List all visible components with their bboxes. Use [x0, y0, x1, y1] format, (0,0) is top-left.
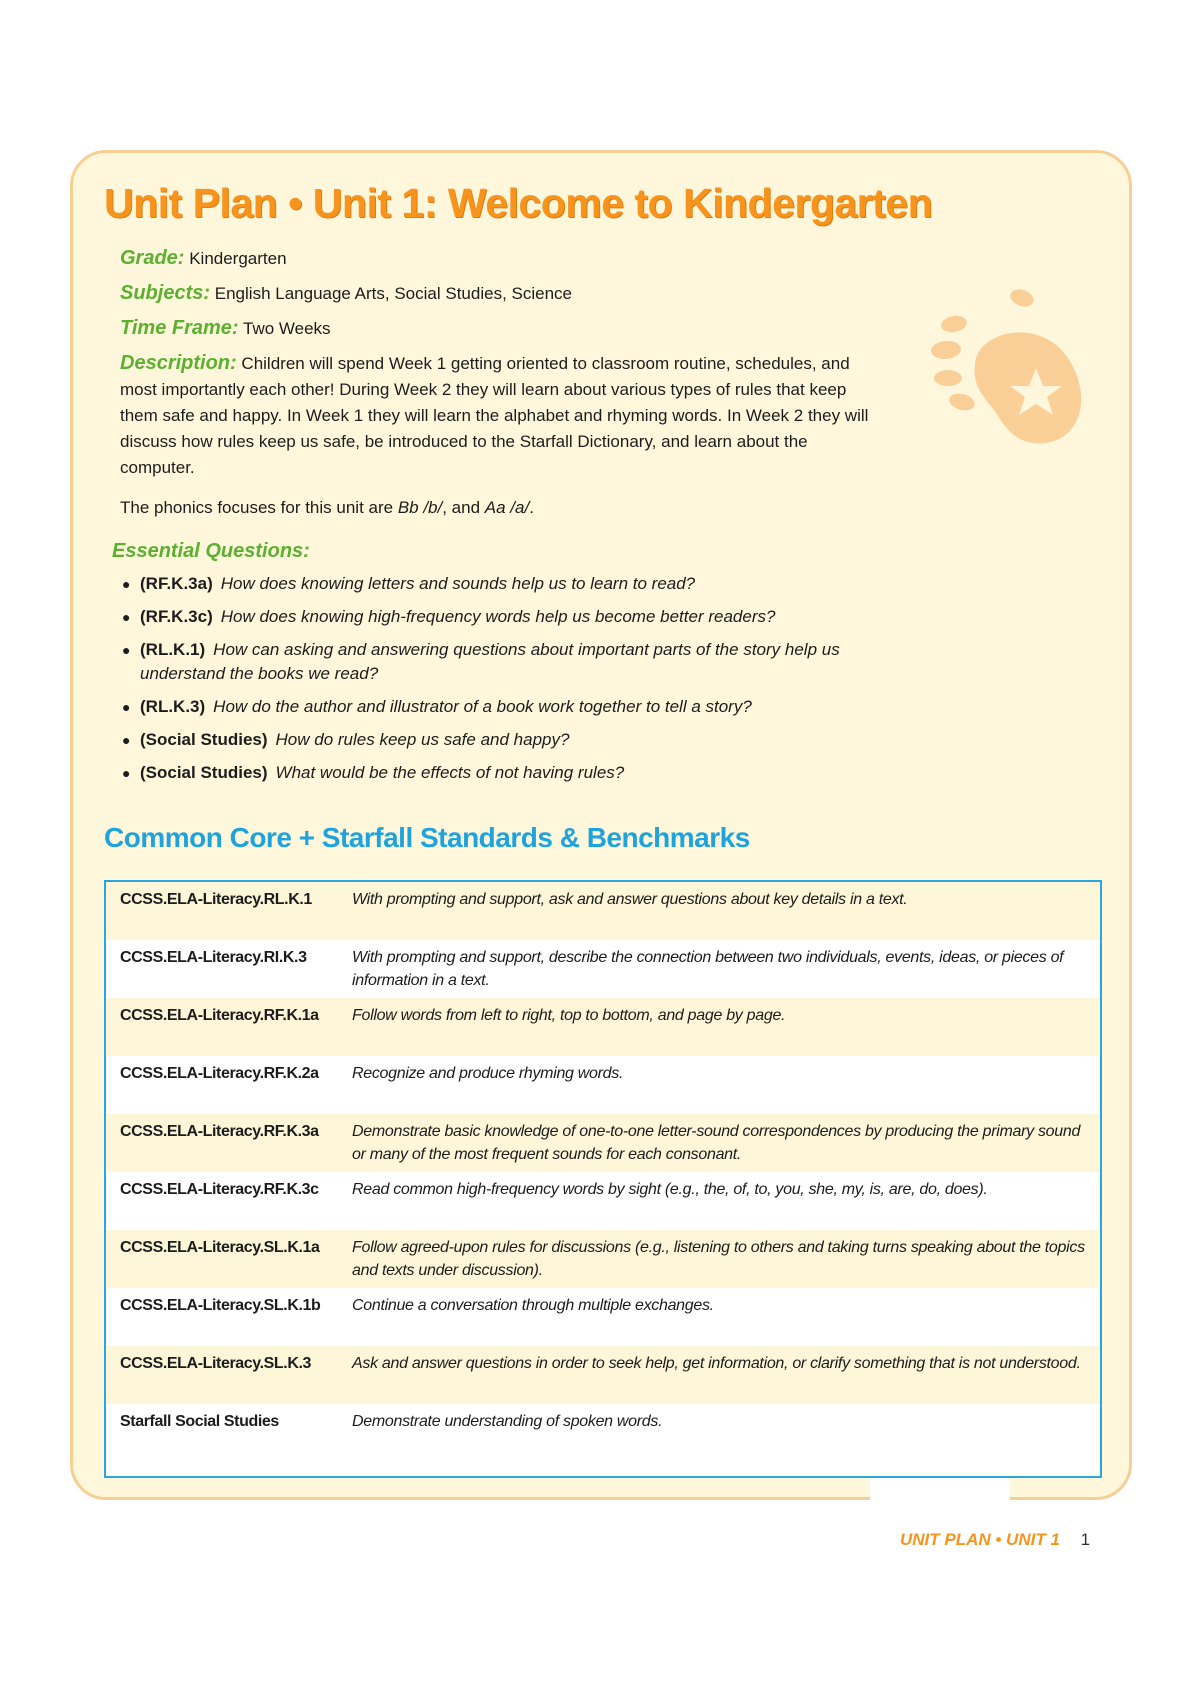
- phonics-prefix: The phonics focuses for this unit are: [120, 498, 398, 517]
- list-item: ● (Social Studies) How do rules keep us safe and happy?: [122, 730, 570, 749]
- standard-code: CCSS.ELA-Literacy.SL.K.1a: [120, 1239, 320, 1256]
- table-row: [106, 998, 1100, 1056]
- eq-code: (RL.K.3): [140, 697, 206, 716]
- description-label: Description:: [120, 352, 237, 374]
- standard-code: Starfall Social Studies: [120, 1413, 279, 1430]
- standard-code: CCSS.ELA-Literacy.RL.K.1: [120, 891, 312, 908]
- standard-code: CCSS.ELA-Literacy.RF.K.1a: [120, 1007, 319, 1024]
- table-row: [106, 1172, 1100, 1230]
- subjects-row: [120, 280, 880, 307]
- table-row: [106, 1288, 1100, 1346]
- eq-question: How does knowing letters and sounds help us to learn to read?: [220, 574, 696, 593]
- list-item: ● (RL.K.1) How can asking and answering questions about important parts of the story help us understand the books we read?: [122, 640, 840, 683]
- table-row: [106, 1056, 1100, 1114]
- description-row: [120, 350, 880, 481]
- standard-text: Recognize and produce rhyming words.: [352, 1065, 624, 1082]
- eq-code: (Social Studies): [140, 763, 268, 782]
- standards-table: [104, 880, 1102, 1478]
- standard-code: CCSS.ELA-Literacy.SL.K.3: [120, 1355, 312, 1372]
- standard-code: CCSS.ELA-Literacy.SL.K.1b: [120, 1297, 321, 1314]
- phonics-end: .: [529, 498, 534, 517]
- standards-heading: Common Core + Starfall Standards & Benchmarks: [104, 822, 750, 853]
- standard-code: CCSS.ELA-Literacy.RF.K.3a: [120, 1123, 319, 1140]
- footer-unit-label: UNIT PLAN • UNIT 1: [900, 1530, 1060, 1549]
- subjects-label: Subjects:: [120, 282, 211, 304]
- footer-notch: [870, 1478, 1010, 1518]
- phonics-line: [120, 495, 880, 521]
- standard-text: Demonstrate understanding of spoken words.: [352, 1413, 663, 1430]
- standard-code: CCSS.ELA-Literacy.RF.K.3c: [120, 1181, 319, 1198]
- standard-text: Ask and answer questions in order to seek help, get information, or clarify something that is not understood.: [352, 1355, 1081, 1372]
- grade-row: [120, 245, 880, 272]
- standard-text: Follow agreed-upon rules for discussions (e.g., listening to others and taking turns speaking about the topics and texts under discussion).: [352, 1239, 1085, 1279]
- standard-code: CCSS.ELA-Literacy.RI.K.3: [120, 949, 307, 966]
- eq-code: (Social Studies): [140, 730, 268, 749]
- list-item: ● (RF.K.3a) How does knowing letters and sounds help us to learn to read?: [122, 574, 696, 593]
- eq-question: How can asking and answering questions about important parts of the story help us understand the books we read?: [140, 640, 840, 683]
- table-row: [106, 882, 1100, 940]
- table-row: [106, 940, 1100, 998]
- standard-text: Continue a conversation through multiple exchanges.: [352, 1297, 714, 1314]
- eq-question: How do rules keep us safe and happy?: [275, 730, 570, 749]
- eq-code: (RF.K.3a): [140, 574, 213, 593]
- phonics-b: Bb /b/: [397, 498, 443, 517]
- standard-text: Read common high-frequency words by sight (e.g., the, of, to, you, she, my, is, are, do, does).: [352, 1181, 988, 1198]
- eq-code: (RL.K.1): [140, 640, 206, 659]
- timeframe-value: Two Weeks: [243, 319, 331, 338]
- standard-text: Follow words from left to right, top to bottom, and page by page.: [352, 1007, 786, 1024]
- eq-question: How do the author and illustrator of a book work together to tell a story?: [213, 697, 752, 716]
- eq-question: How does knowing high-frequency words help us become better readers?: [220, 607, 776, 626]
- standard-text: Demonstrate basic knowledge of one-to-one letter-sound correspondences by producing the primary sound or many of the most frequent sounds for each consonant.: [352, 1123, 1081, 1163]
- eq-question: What would be the effects of not having rules?: [275, 763, 625, 782]
- page-footer: [900, 1530, 1090, 1550]
- table-row: [106, 1230, 1100, 1288]
- unit-meta: [120, 245, 880, 521]
- list-item: ● (Social Studies) What would be the effects of not having rules?: [122, 763, 625, 782]
- grade-label: Grade:: [120, 247, 185, 269]
- standard-text: With prompting and support, ask and answer questions about key details in a text.: [352, 891, 908, 908]
- list-item: ● (RF.K.3c) How does knowing high-frequency words help us become better readers?: [122, 607, 776, 626]
- page-title: Unit Plan • Unit 1: Welcome to Kindergarten: [104, 180, 933, 226]
- page-number: 1: [1080, 1530, 1091, 1549]
- subjects-value: English Language Arts, Social Studies, Science: [214, 284, 572, 303]
- phonics-mid: , and: [442, 498, 485, 517]
- phonics-a: Aa /a/: [484, 498, 530, 517]
- standard-text: With prompting and support, describe the connection between two individuals, events, ideas, or pieces of information in a text.: [352, 949, 1064, 989]
- timeframe-label: Time Frame:: [120, 317, 239, 339]
- eq-code: (RF.K.3c): [140, 607, 213, 626]
- essential-questions-list: [120, 572, 920, 794]
- standard-code: CCSS.ELA-Literacy.RF.K.2a: [120, 1065, 319, 1082]
- essential-questions-title: Essential Questions:: [112, 540, 310, 562]
- timeframe-row: [120, 315, 880, 342]
- list-item: ● (RL.K.3) How do the author and illustrator of a book work together to tell a story?: [122, 697, 752, 716]
- description-value: Children will spend Week 1 getting oriented to classroom routine, schedules, and most importantly each other! During Week 2 they will learn about various types of rules that keep them safe and happy. In Week 1 they will learn the alphabet and rhyming words. In Week 2 they will discuss how rules keep us safe, be introduced to the Starfall Dictionary, and learn about the computer.: [120, 354, 869, 477]
- table-row: [106, 1346, 1100, 1404]
- grade-value: Kindergarten: [189, 249, 287, 268]
- table-row: [106, 1404, 1100, 1462]
- table-row: [106, 1114, 1100, 1172]
- paw-star-icon: [896, 268, 1096, 468]
